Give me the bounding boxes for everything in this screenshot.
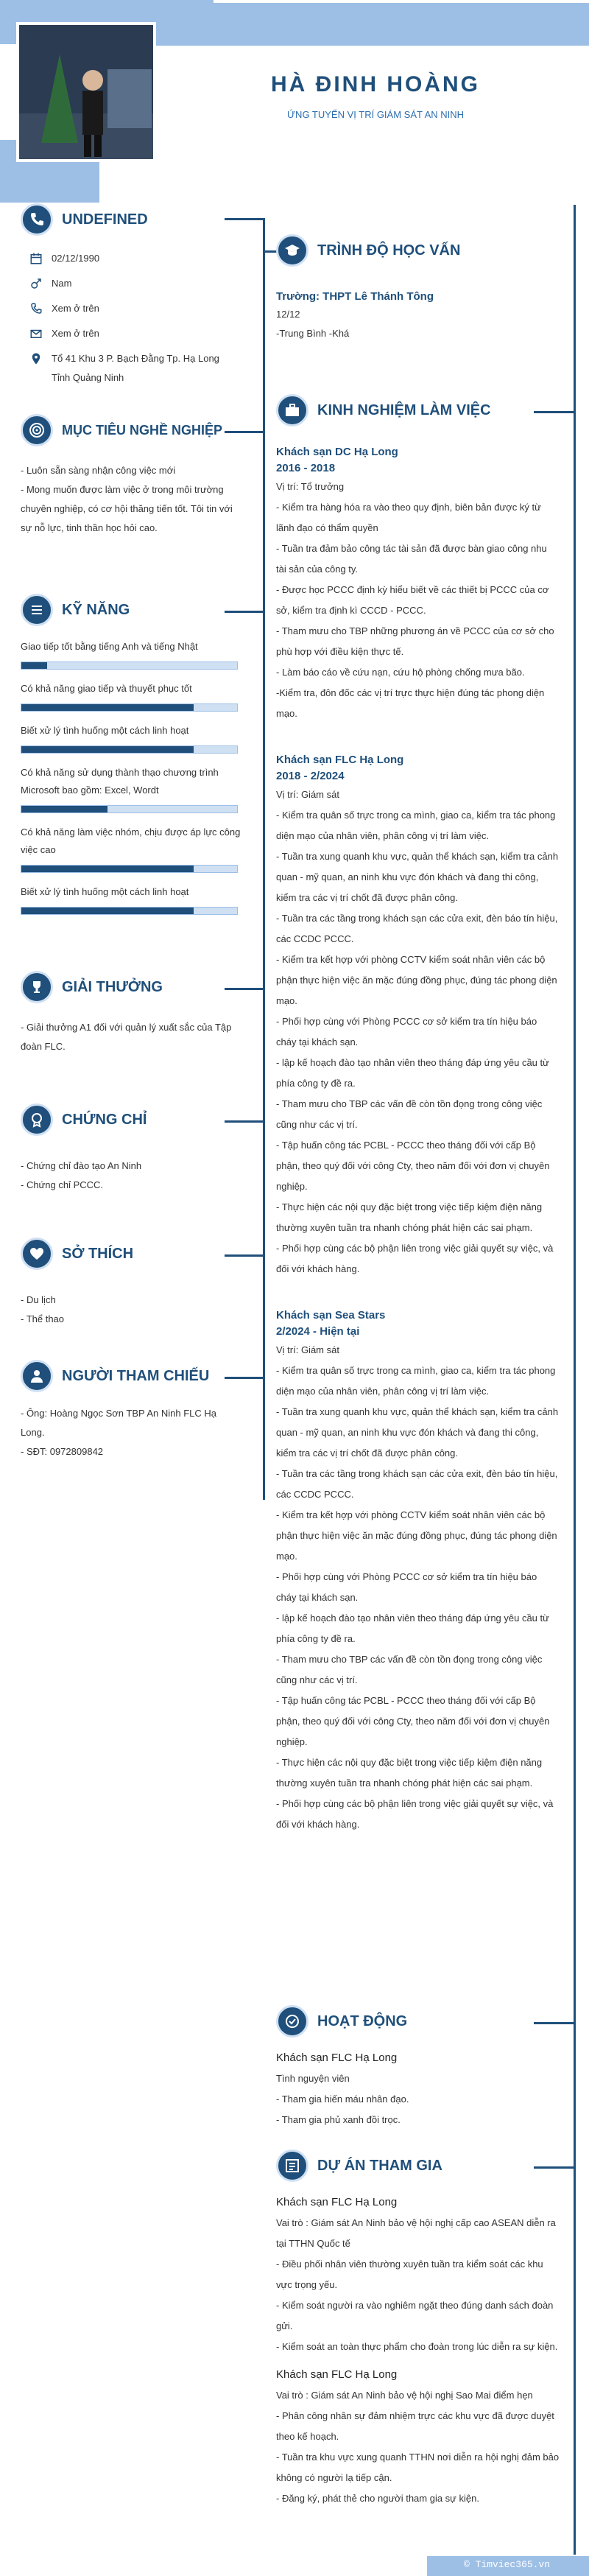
job-duty: - Tuần tra đảm bảo công tác tài sản đã được bàn giao công nhu tài sản của công ty. xyxy=(276,543,547,575)
hobby-line: - Du lịch xyxy=(21,1294,56,1305)
job-duty: - Được học PCCC định kỳ hiểu biết về các thiết bị PCCC của cơ sở, kiểm tra định kì CCCD - PCCC. xyxy=(276,584,549,616)
projects-section xyxy=(276,2149,560,2516)
email-icon xyxy=(29,327,43,340)
project-entry xyxy=(276,2192,560,2357)
heart-icon xyxy=(21,1238,53,1270)
activity-role: Tình nguyện viên xyxy=(276,2073,350,2084)
phone-small-icon xyxy=(29,302,43,315)
job-entry xyxy=(276,752,560,1280)
project-role: Vai trò : Giám sát An Ninh bảo vệ hội nghị Sao Mai điểm hẹn xyxy=(276,2390,533,2401)
cert-line: - Chứng chỉ PCCC. xyxy=(21,1179,104,1190)
skill-bar-fill xyxy=(21,806,107,813)
project-duty: - Tuần tra khu vực xung quanh TTHN nơi diễn ra hội nghị đảm bảo không có người lạ tiếp cận. xyxy=(276,2452,560,2483)
objective-section xyxy=(21,414,256,538)
skill-bar xyxy=(21,703,238,712)
contact-section xyxy=(21,203,256,393)
job-entry xyxy=(276,1308,560,1835)
school-name: Trường: THPT Lê Thánh Tông xyxy=(276,290,434,303)
skill-item xyxy=(21,680,241,712)
gender-row xyxy=(29,274,256,293)
job-duty: - Kiểm tra quân số trực trong ca mình, giao ca, kiểm tra tác phong diện mạo của nhân viên, phân công vị trí làm việc. xyxy=(276,1365,556,1397)
job-duty: - Phối hợp cùng các bộ phận liên trong việc giải quyết sự việc, và đối với khách hàng. xyxy=(276,1243,554,1274)
calendar-icon xyxy=(29,252,43,265)
job-company: Khách sạn FLC Hạ Long xyxy=(276,754,404,766)
cert-line: - Chứng chỉ đào tạo An Ninh xyxy=(21,1160,142,1171)
certs-section xyxy=(21,1103,256,1195)
activities-section xyxy=(276,2005,560,2130)
project-duty: - Phân công nhân sự đảm nhiệm trực các khu vực đã được duyệt theo kế hoạch. xyxy=(276,2410,554,2442)
job-company: Khách sạn Sea Stars xyxy=(276,1309,386,1322)
job-period: 2/2024 - Hiện tại xyxy=(276,1325,360,1338)
job-duty: -Kiểm tra, đôn đốc các vị trí trực thực hiện đúng tác phong diện mạo. xyxy=(276,687,545,719)
dob-value: 02/12/1990 xyxy=(52,253,100,264)
activities-title: HOẠT ĐỘNG xyxy=(317,2012,408,2029)
skill-bar-fill xyxy=(21,662,47,669)
skill-label: Có khả năng sử dụng thành thạo chương trình Microsoft bao gồm: Excel, Wordt xyxy=(21,767,219,796)
avatar xyxy=(16,22,156,162)
certificate-icon xyxy=(21,1103,53,1136)
tick xyxy=(225,988,265,990)
objective-line: - Mong muốn được làm việc ở trong môi trường chuyên nghiệp, có cơ hội thăng tiến tốt. Tôi tin với sự nỗ lực, tinh thần học hỏi cao. xyxy=(21,484,233,533)
tick xyxy=(225,431,265,433)
job-duty: - lập kế hoạch đào tạo nhân viên theo tháng đáp ứng yêu cầu từ phía công ty đề ra. xyxy=(276,1612,549,1644)
project-org: Khách sạn FLC Hạ Long xyxy=(276,2196,398,2208)
skills-section xyxy=(21,594,256,925)
education-title: TRÌNH ĐỘ HỌC VẤN xyxy=(317,242,461,259)
project-duty: - Điều phối nhân viên thường xuyên tuần tra kiểm soát các khu vực trọng yếu. xyxy=(276,2259,543,2290)
references-section xyxy=(21,1360,256,1461)
skills-title: KỸ NĂNG xyxy=(62,601,130,618)
trophy-icon xyxy=(21,971,53,1003)
job-duty: - lập kế hoạch đào tạo nhân viên theo tháng đáp ứng yêu cầu từ phía công ty đề ra. xyxy=(276,1057,549,1089)
job-role: Vị trí: Giám sát xyxy=(276,789,339,800)
job-entry xyxy=(276,444,560,724)
reference-line: - Ông: Hoàng Ngọc Sơn TBP An Ninh FLC Hạ Long. xyxy=(21,1408,217,1438)
address-row xyxy=(29,349,256,387)
gender-icon xyxy=(29,277,43,290)
job-duty: - Kiểm tra kết hợp với phòng CCTV kiểm soát nhân viên các bộ phận thực hiện việc ăn mặc đúng đồng phục, đúng tác phong diện mạo. xyxy=(276,1509,557,1562)
awards-title: GIẢI THƯỞNG xyxy=(62,978,163,995)
job-duty: - Kiểm tra kết hợp với phòng CCTV kiểm soát nhân viên các bộ phận thực hiện việc ăn mặc đúng đồng phục, đúng tác phong diện mạo. xyxy=(276,954,557,1006)
hobbies-section xyxy=(21,1238,256,1329)
activity-org: Khách sạn FLC Hạ Long xyxy=(276,2052,398,2064)
graduation-cap-icon xyxy=(276,234,308,267)
project-duty: - Kiểm soát an toàn thực phẩm cho đoàn trong lúc diễn ra sự kiện. xyxy=(276,2341,558,2352)
activity-line: - Tham gia hiến máu nhân đạo. xyxy=(276,2094,409,2105)
tick xyxy=(225,1377,265,1379)
hobbies-title: SỞ THÍCH xyxy=(62,1245,134,1262)
divider-line-right xyxy=(574,205,576,2555)
tick xyxy=(534,411,574,413)
job-company: Khách sạn DC Hạ Long xyxy=(276,446,398,458)
skill-bar xyxy=(21,661,238,670)
job-duty: - Tuần tra các tầng trong khách sạn các cửa exit, đèn báo tín hiệu, các CCDC PCCC. xyxy=(276,1468,558,1500)
gender-value: Nam xyxy=(52,278,72,289)
job-duty: - Tham mưu cho TBP các vấn đề còn tồn đọng trong công việc cũng như các vị trí. xyxy=(276,1098,543,1130)
phone-value: Xem ở trên xyxy=(52,303,99,314)
job-role: Vị trí: Tổ trưởng xyxy=(276,481,345,492)
skill-label: Có khả năng làm việc nhóm, chịu được áp lực công việc cao xyxy=(21,827,241,855)
job-duty: - Phối hợp cùng với Phòng PCCC cơ sở kiểm tra tín hiệu báo cháy tại khách sạn. xyxy=(276,1016,537,1047)
activity-icon xyxy=(276,2005,308,2038)
skill-bar-fill xyxy=(21,746,194,753)
job-duty: - Kiểm tra quân số trực trong ca mình, giao ca, kiểm tra tác phong diện mạo của nhân viên, phân công vị trí làm việc. xyxy=(276,810,556,841)
job-duty: - Kiểm tra hàng hóa ra vào theo quy định, biên bản được ký từ lãnh đạo có thẩm quyền xyxy=(276,502,541,533)
school-grade: 12/12 xyxy=(276,309,300,320)
skill-item xyxy=(21,883,241,915)
location-pin-icon xyxy=(29,352,43,365)
skill-item xyxy=(21,638,241,670)
reference-line: - SĐT: 0972809842 xyxy=(21,1446,104,1457)
skill-label: Biết xử lý tình huống một cách linh hoạt xyxy=(21,886,189,897)
skill-label: Giao tiếp tốt bằng tiếng Anh và tiếng Nhật xyxy=(21,641,198,652)
phone-icon xyxy=(21,203,53,236)
person-icon xyxy=(21,1360,53,1392)
project-entry xyxy=(276,2365,560,2509)
project-icon xyxy=(276,2149,308,2182)
award-line: - Giải thưởng A1 đối với quản lý xuất sắc của Tập đoàn FLC. xyxy=(21,1022,232,1052)
job-duty: - Thực hiện các nội quy đặc biệt trong việc tiếp kiệm điện năng thường xuyên tuần tra nhanh chóng phát hiện các sai phạm. xyxy=(276,1757,543,1789)
experience-title: KINH NGHIỆM LÀM VIỆC xyxy=(317,401,491,418)
skill-bar xyxy=(21,745,238,754)
job-duty: - Tham mưu cho TBP những phương án về PCCC của cơ sở cho phù hợp với điều kiện thực tế. xyxy=(276,625,554,657)
certs-title: CHỨNG CHỈ xyxy=(62,1111,147,1128)
tick xyxy=(225,1120,265,1123)
skill-bar-fill xyxy=(21,908,194,914)
job-duty: - Tập huấn công tác PCBL - PCCC theo tháng đối với cấp Bộ phận, theo quý đối với công Cty, theo năm đối với đơn vị chuyên nghiệp. xyxy=(276,1695,550,1747)
education-section xyxy=(276,234,560,343)
address-value: Tổ 41 Khu 3 P. Bạch Đằng Tp. Hạ Long Tỉnh Quảng Ninh xyxy=(52,353,219,383)
skill-bar xyxy=(21,907,238,915)
tick xyxy=(534,2022,574,2024)
contact-title: UNDEFINED xyxy=(62,211,148,228)
phone-row xyxy=(29,299,256,318)
job-duty: - Tuần tra xung quanh khu vực, quản thể khách sạn, kiểm tra cảnh quan - mỹ quan, an ninh khu vực đón khách và đang thi công, kiểm tra các vị trí chốt đã được phân công. xyxy=(276,1406,559,1459)
skill-item xyxy=(21,764,241,813)
job-duty: - Tuần tra xung quanh khu vực, quản thể khách sạn, kiểm tra cảnh quan - mỹ quan, an ninh khu vực đón khách và đang thi công, kiểm tra các vị trí chốt đã được phân công. xyxy=(276,851,559,903)
email-value: Xem ở trên xyxy=(52,328,99,339)
job-period: 2018 - 2/2024 xyxy=(276,770,345,782)
hobby-line: - Thể thao xyxy=(21,1313,65,1324)
skill-bar-fill xyxy=(21,704,194,711)
job-duty: - Phối hợp cùng các bộ phận liên trong việc giải quyết sự việc, và đối với khách hàng. xyxy=(276,1798,554,1830)
job-duty: - Tập huấn công tác PCBL - PCCC theo tháng đối với cấp Bộ phận, theo quý đối với công Cty, theo năm đối với đơn vị chuyên nghiệp. xyxy=(276,1140,550,1192)
objective-line: - Luôn sẵn sàng nhận công việc mới xyxy=(21,465,176,476)
project-role: Vai trò : Giám sát An Ninh bảo vệ hội nghị cấp cao ASEAN diễn ra tại TTHN Quốc tế xyxy=(276,2217,556,2249)
tick xyxy=(225,1254,265,1257)
target-icon xyxy=(21,414,53,446)
email-row xyxy=(29,324,256,343)
project-duty: - Kiểm soát người ra vào nghiêm ngặt theo đúng danh sách đoàn gửi. xyxy=(276,2300,554,2331)
skill-bar-fill xyxy=(21,866,194,872)
project-org: Khách sạn FLC Hạ Long xyxy=(276,2368,398,2381)
candidate-name: HÀ ĐINH HOÀNG xyxy=(271,72,480,96)
list-icon xyxy=(21,594,53,626)
tick xyxy=(225,611,265,613)
awards-section xyxy=(21,971,256,1056)
job-duty: - Phối hợp cùng với Phòng PCCC cơ sở kiểm tra tín hiệu báo cháy tại khách sạn. xyxy=(276,1571,537,1603)
job-duty: - Thực hiện các nội quy đặc biệt trong việc tiếp kiệm điện năng thường xuyên tuần tra nhanh chóng phát hiện các sai phạm. xyxy=(276,1201,543,1233)
skill-item xyxy=(21,722,241,754)
job-period: 2016 - 2018 xyxy=(276,462,336,474)
job-duty: - Tham mưu cho TBP các vấn đề còn tồn đọng trong công việc cũng như các vị trí. xyxy=(276,1654,543,1685)
skill-item xyxy=(21,824,241,873)
tick xyxy=(534,2166,574,2169)
skill-bar xyxy=(21,865,238,873)
objective-title: MỤC TIÊU NGHỀ NGHIỆP xyxy=(62,422,223,438)
project-duty: - Đăng ký, phát thẻ cho người tham gia sự kiện. xyxy=(276,2493,479,2504)
header-band xyxy=(140,3,589,46)
job-role: Vị trí: Giám sát xyxy=(276,1344,339,1355)
skill-bar xyxy=(21,805,238,813)
projects-title: DỰ ÁN THAM GIA xyxy=(317,2157,442,2174)
job-duty: - Làm báo cáo về cứu nạn, cứu hộ phòng chống mưa bão. xyxy=(276,667,525,678)
experience-section xyxy=(276,394,560,1863)
footer-watermark: © Timviec365.vn xyxy=(464,2559,551,2570)
school-rank: -Trung Bình -Khá xyxy=(276,328,350,339)
briefcase-icon xyxy=(276,394,308,427)
activity-line: - Tham gia phủ xanh đồi trọc. xyxy=(276,2114,401,2125)
skill-label: Có khả năng giao tiếp và thuyết phục tốt xyxy=(21,683,192,694)
dob-row xyxy=(29,249,256,268)
applied-position: ỨNG TUYỂN VỊ TRÍ GIÁM SÁT AN NINH xyxy=(286,109,465,120)
skill-label: Biết xử lý tình huống một cách linh hoạt xyxy=(21,725,189,736)
job-duty: - Tuần tra các tầng trong khách sạn các cửa exit, đèn báo tín hiệu, các CCDC PCCC. xyxy=(276,913,558,944)
divider-line-left xyxy=(263,218,265,1500)
references-title: NGƯỜI THAM CHIẾU xyxy=(62,1367,210,1384)
